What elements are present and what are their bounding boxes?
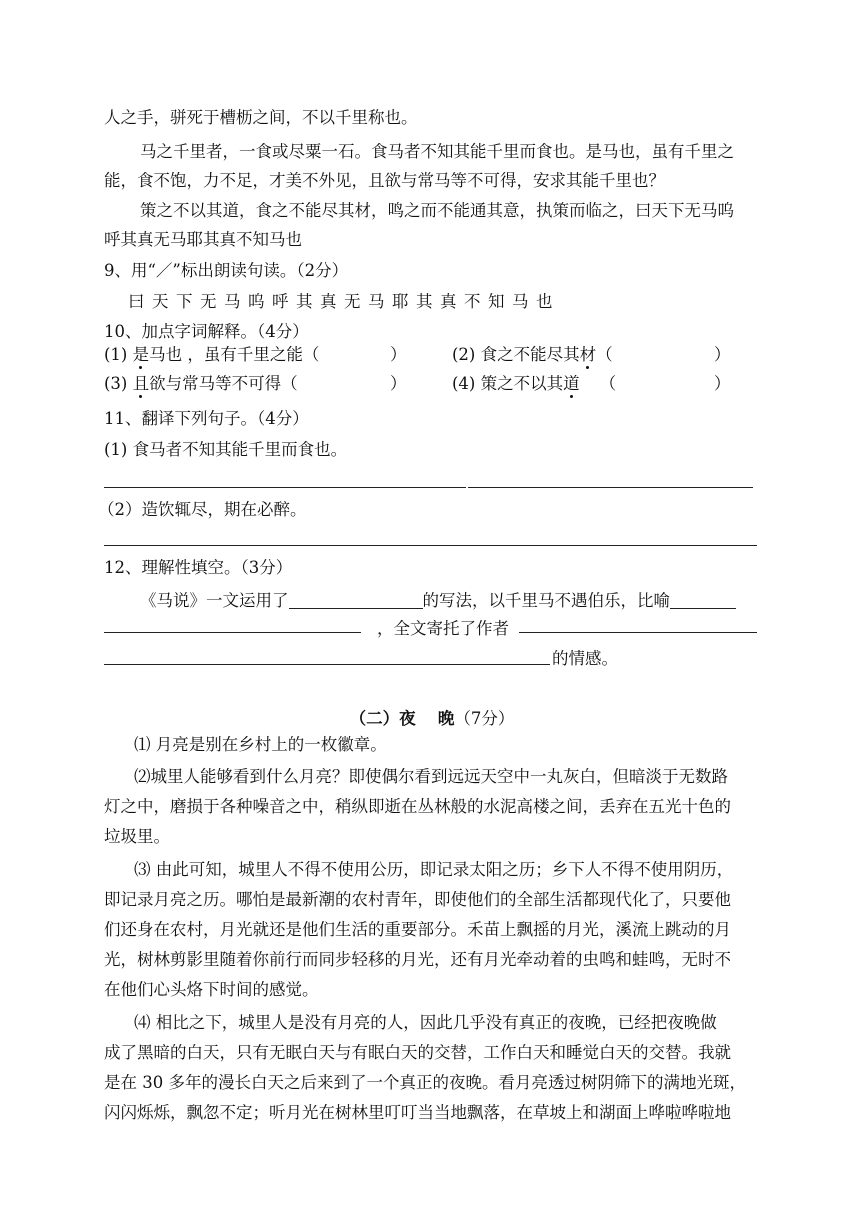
article-line: ⑷ 相比之下，城里人是没有月亮的人，因此几乎没有真正的夜晚，已经把夜晚做 — [134, 1013, 717, 1032]
fill-blank[interactable] — [289, 592, 423, 609]
answer-close-paren[interactable]: ） — [390, 345, 407, 364]
question-12-line-1: 《马说》一文运用了 的写法，以千里马不遇伯乐，比喻 — [140, 591, 736, 611]
passage-line: 人之手，骈死于槽枥之间，不以千里称也。 — [104, 108, 418, 127]
question-12-line-3: 的情感。 — [552, 649, 618, 668]
section-score: （7分） — [454, 709, 515, 728]
passage-line: 能，食不饱，力不足，才美不外见，且欲与常马等不可得，安求其能千里也？ — [104, 171, 665, 190]
dotted-char: 且 — [132, 374, 150, 393]
question-10-stem: 10、加点字词解释。（4分） — [104, 322, 309, 341]
article-line: 即记录月亮之历。哪怕是最新潮的农村青年，即使他们的全部生活都现代化了，只要他 — [104, 890, 731, 909]
question-10-item-4: (4) 策之不以其道 （ — [452, 374, 617, 393]
question-11-sentence-1: (1) 食马者不知其能千里而食也。 — [104, 440, 348, 459]
article-line: 是在 30 多年的漫长白天之后来到了一个真正的夜晚。看月亮透过树阴筛下的满地光斑， — [104, 1073, 746, 1092]
answer-line[interactable] — [104, 487, 466, 488]
fill-blank[interactable] — [104, 664, 550, 665]
article-line: ⑶ 由此可知，城里人不得不使用公历，即记录太阳之历；乡下人不得不使用阴历， — [134, 860, 734, 879]
passage-line: 策之不以其道，食之不能尽其材，鸣之而不能通其意，执策而临之，曰天下无马呜 — [140, 201, 734, 220]
article-line: 闪闪烁烁，飘忽不定；听月光在树林里叮叮当当地飘落，在草坡上和湖面上哗啦哗啦地 — [104, 1103, 731, 1122]
answer-close-paren[interactable]: ） — [714, 345, 731, 364]
dotted-char: 是 — [132, 345, 150, 364]
article-line: 在他们心头烙下时间的感觉。 — [104, 980, 319, 999]
article-line: ⑴ 月亮是别在乡村上的一枚徽章。 — [134, 735, 387, 754]
article-line: 灯之中，磨损于各种噪音之中，稍纵即逝在丛林般的水泥高楼之间，丢弃在五光十色的 — [104, 797, 731, 816]
answer-close-paren[interactable]: ） — [390, 374, 407, 393]
question-10-item-3: (3) 且欲与常马等不可得（ — [104, 374, 298, 393]
question-12-line-2: ，全文寄托了作者 — [377, 619, 509, 638]
article-line: 成了黑暗的白天，只有无眠白天与有眠白天的交替，工作白天和睡觉白天的交替。我就 — [104, 1043, 731, 1062]
question-9-stem: 9、用“／”标出朗读句读。（2分） — [104, 261, 349, 280]
section-title: （二）夜 晚（7分） — [349, 709, 515, 728]
answer-line[interactable] — [468, 487, 753, 488]
question-9-sentence[interactable]: 曰天下无马呜呼其真无马耶其真不知马也 — [128, 292, 560, 311]
question-11-stem: 11、翻译下列句子。（4分） — [104, 409, 309, 428]
dotted-char: 道 — [563, 374, 580, 393]
article-line: 光，树林剪影里随着你前行而同步轻移的月光，还有月光牵动着的虫鸣和蛙鸣，无时不 — [104, 950, 731, 969]
fill-blank[interactable] — [104, 632, 361, 633]
article-line: 垃圾里。 — [104, 827, 170, 846]
article-line: 们还身在农村，月光就还是他们生活的重要部分。禾苗上飘摇的月光，溪流上跳动的月 — [104, 920, 731, 939]
dotted-char: 材 — [579, 345, 597, 364]
question-12-stem: 12、理解性填空。（3分） — [104, 558, 293, 577]
passage-line: 马之千里者，一食或尽粟一石。食马者不知其能千里而食也。是马也，虽有千里之 — [140, 142, 734, 161]
article-line: ⑵城里人能够看到什么月亮？即使偶尔看到远远天空中一丸灰白，但暗淡于无数路 — [134, 767, 728, 786]
fill-blank[interactable] — [519, 632, 757, 633]
fill-blank[interactable] — [670, 592, 736, 609]
question-10-item-1: (1) 是马也 ，虽有千里之能（ — [104, 345, 320, 364]
passage-line: 呼其真无马耶其真不知马也 — [104, 230, 302, 249]
answer-line[interactable] — [104, 545, 757, 546]
answer-close-paren[interactable]: ） — [714, 374, 731, 393]
question-11-sentence-2: （2）造饮辄尽，期在必醉。 — [98, 500, 307, 519]
question-10-item-2: (2) 食之不能尽其材（ — [452, 345, 613, 364]
